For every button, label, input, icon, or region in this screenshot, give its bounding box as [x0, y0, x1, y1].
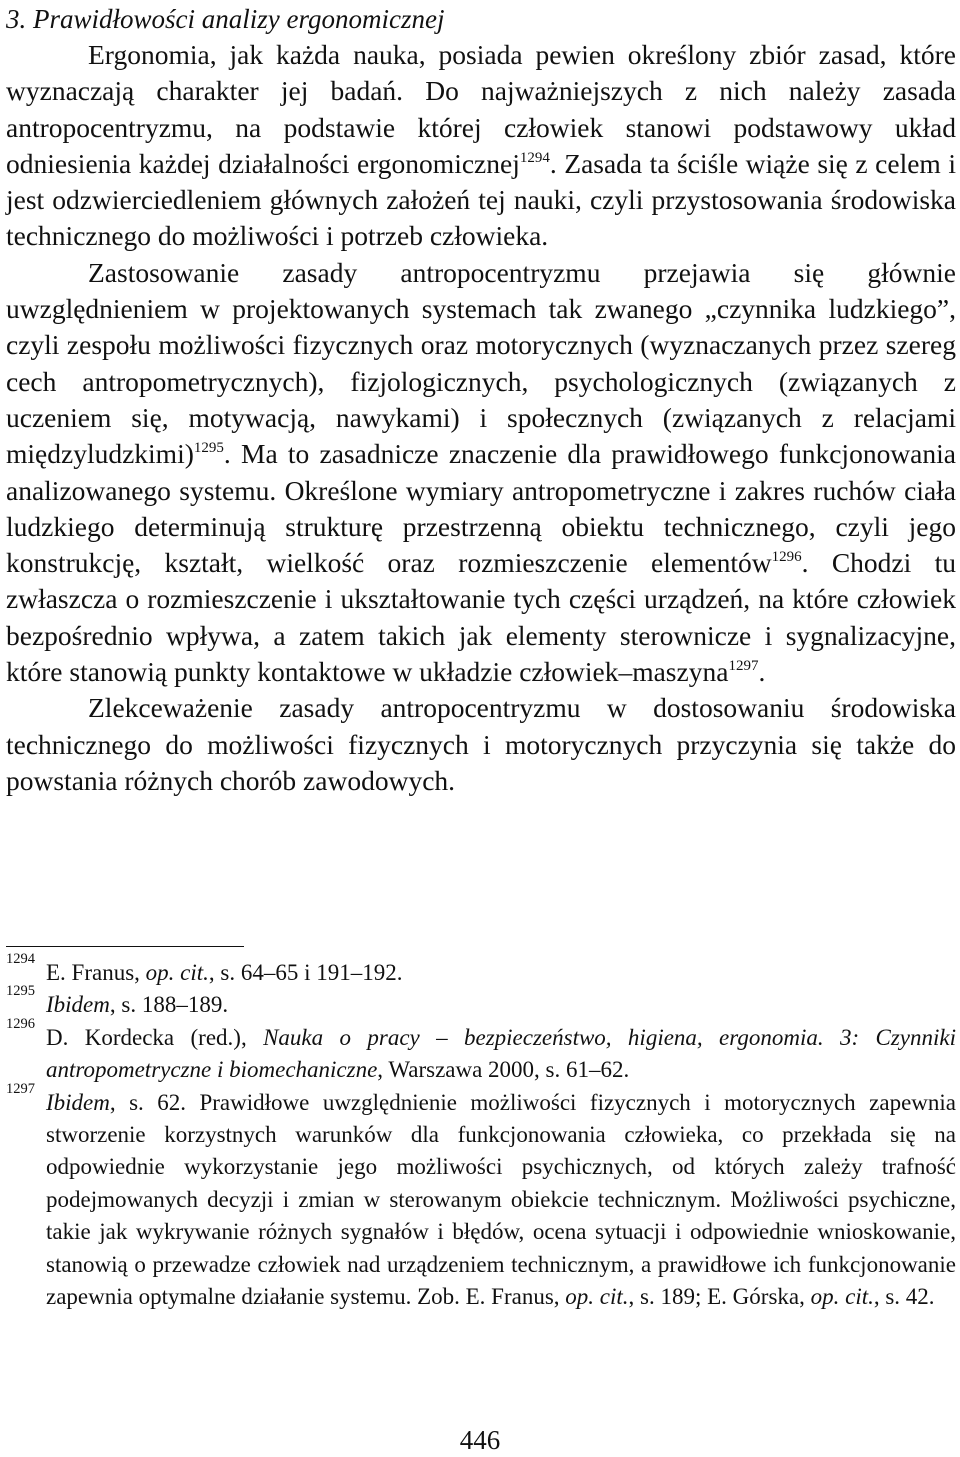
footnote-reference: 1295 [193, 440, 224, 457]
body-text [6, 37, 956, 799]
italic-text: Ibidem [46, 1089, 110, 1115]
text-run: , Warszawa 2000, s. 61–62. [377, 1057, 630, 1083]
paragraph [6, 255, 956, 691]
footnotes [6, 951, 956, 1313]
text-run: Zlekceważenie zasady antropocentryzmu w dostosowaniu środowiska technicznego do możliwości fizycznych i motorycznych przyczynia się także do powstania różnych chorób zawodowych. [6, 692, 956, 796]
text-run: . [758, 656, 766, 688]
text-run: Ergonomia, jak każda nauka, posiada pewien określony zbiór zasad, które wyznaczają charakter jej badań. Do najważniejszych z nich należy zasada antropocentryzmu, na podstawie której człowiek stanowi podstawowy układ odniesienia każdej działalności ergonomicznej [6, 39, 956, 179]
text-run: . Chodzi tu zwłaszcza o rozmieszczenie i ukształtowanie tych części urządzeń, na które człowiek bezpośrednio wpływa, a zatem takich jak elementy sterownicze i sygnalizacyjne, które stanowią punkty kontaktowe w układzie człowiek–maszyna [6, 547, 956, 688]
text-run: , s. 189; E. Górska, [628, 1284, 811, 1310]
text-run: , s. 188–189. [109, 992, 229, 1018]
footnote-number: 1294 [6, 951, 35, 967]
footnote [6, 1015, 956, 1087]
paragraph [6, 690, 956, 799]
italic-text: op. cit. [145, 960, 209, 985]
text-run: . Zasada ta ściśle wiąże się z celem i jest odzwierciedleniem głównych założeń tej nauki, czyli przystosowania środowiska technicznego do możliwości i potrzeb człowieka. [6, 147, 956, 252]
text-run: Zastosowanie zasady antropocentryzmu przejawia się głównie uwzględnieniem w projektowanych systemach tak zwanego „czynnika ludzkiego”, czyli zespołu możliwości fizycznych oraz motorycznych (wyznaczanych przez szereg cech antropometrycznych), fizjologicznych, psychologicznych (związanych z uczeniem się, motywacją, nawykami) i społecznych (związanych z relacjami międzyludzkimi) [6, 256, 956, 470]
footnote-reference: 1297 [728, 658, 759, 675]
italic-text: Nauka o pracy – bezpieczeństwo, higiena, ergonomia. 3: Czynniki antropometryczne i biomechaniczne [46, 1024, 956, 1083]
italic-text: Ibidem [46, 992, 110, 1018]
footnote [6, 951, 956, 989]
footnote [6, 983, 956, 1021]
text-run: , s. 42. [873, 1284, 935, 1310]
paragraph [6, 37, 956, 255]
section-heading: 3. Prawidłowości analizy ergonomicznej [6, 4, 445, 34]
text-run: , s. 64–65 i 191–192. [208, 960, 403, 985]
footnote-number: 1297 [6, 1080, 35, 1097]
footnote [6, 1080, 956, 1314]
footnote-reference: 1296 [771, 549, 802, 566]
italic-text: op. cit. [565, 1284, 629, 1310]
footnote-number: 1296 [6, 1015, 35, 1032]
italic-text: op. cit. [810, 1284, 874, 1310]
text-run: D. Kordecka (red.), [46, 1024, 264, 1050]
text-run: , s. 62. Prawidłowe uwzględnienie możliwości fizycznych i motorycznych zapewnia stworzenie korzystnych warunków dla funkcjonowania człowieka, co przekłada się na odpowiednie wykorzystanie jego możliwości psychicznych, od których zależy trafność podejmowanych decyzji i zmian w sterowanym obiekcie technicznym. Możliwości psychiczne, takie jak wykrywanie różnych sygnałów i błędów, ocena sytuacji i odpowiednie wnioskowanie, stanowią o przewadze człowiek nad urządzeniem technicznym, a prawidłowe ich funkcjonowanie zapewnia optymalne działanie systemu. Zob. E. Franus, [46, 1089, 956, 1310]
footnote-number: 1295 [6, 983, 35, 1000]
text-run: E. Franus, [46, 960, 146, 985]
footnote-separator [6, 946, 244, 947]
text-run: . Ma to zasadnicze znaczenie dla prawidłowego funkcjonowania analizowanego systemu. Określone wymiary antropometryczne i zakres ruchów ciała ludzkiego determinują strukturę przestrzenną obiektu technicznego, czyli jego konstrukcję, kształt, wielkość oraz rozmieszczenie elementów [6, 438, 956, 579]
footnote-reference: 1294 [519, 149, 550, 166]
page-number: 446 [459, 1425, 501, 1455]
